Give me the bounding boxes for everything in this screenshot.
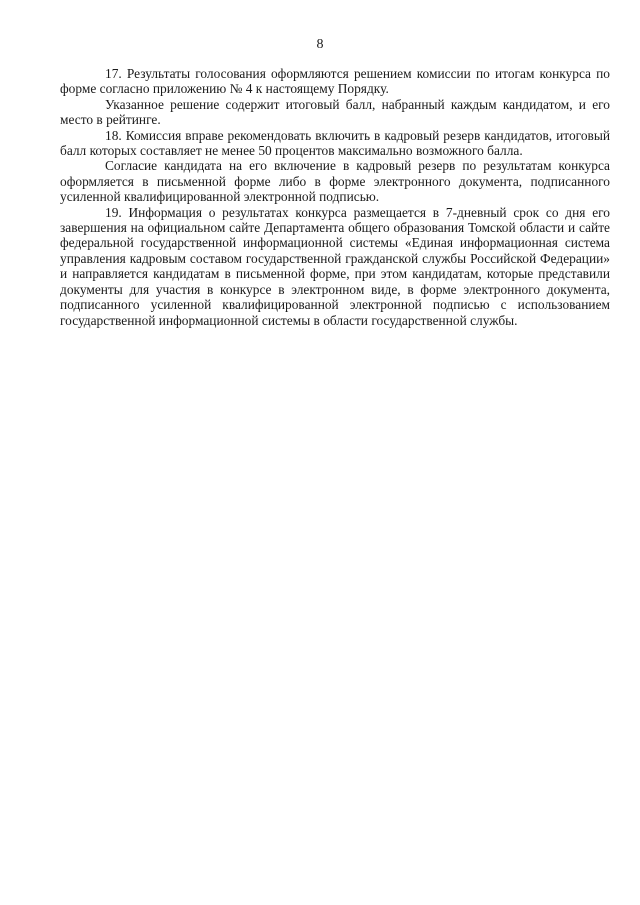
document-body bbox=[60, 66, 610, 328]
page-number: 8 bbox=[316, 37, 324, 52]
paragraph-19: 19. Информация о результатах конкурса размещается в 7-дневный срок со дня его завершения на официальном сайте Департамента общего образования Томской области и сайте федеральной государственной информационной системы «Единая информационная система управления кадровым составом государственной гражданской службы Российской Федерации» и направляется кандидатам в письменной форме, при этом кандидатам, которые представили документы для участия в конкурсе в электронном виде, в форме электронного документа, подписанного усиленной квалифицированной электронной подписью с использованием государственной информационной системы в области государственной службы. bbox=[60, 204, 610, 328]
paragraph-18: 18. Комиссия вправе рекомендовать включить в кадровый резерв кандидатов, итоговый балл которых составляет не менее 50 процентов максимально возможного балла. bbox=[60, 127, 610, 159]
paragraph-consent: Согласие кандидата на его включение в кадровый резерв по результатам конкурса оформляется в письменной форме либо в форме электронного документа, подписанного усиленной квалифицированной электронной подписью. bbox=[60, 158, 610, 205]
paragraph-17: 17. Результаты голосования оформляются решением комиссии по итогам конкурса по форме согласно приложению № 4 к настоящему Порядку. bbox=[60, 66, 610, 97]
paragraph-decision-content: Указанное решение содержит итоговый балл, набранный каждым кандидатом, и его место в рейтинге. bbox=[60, 96, 610, 128]
